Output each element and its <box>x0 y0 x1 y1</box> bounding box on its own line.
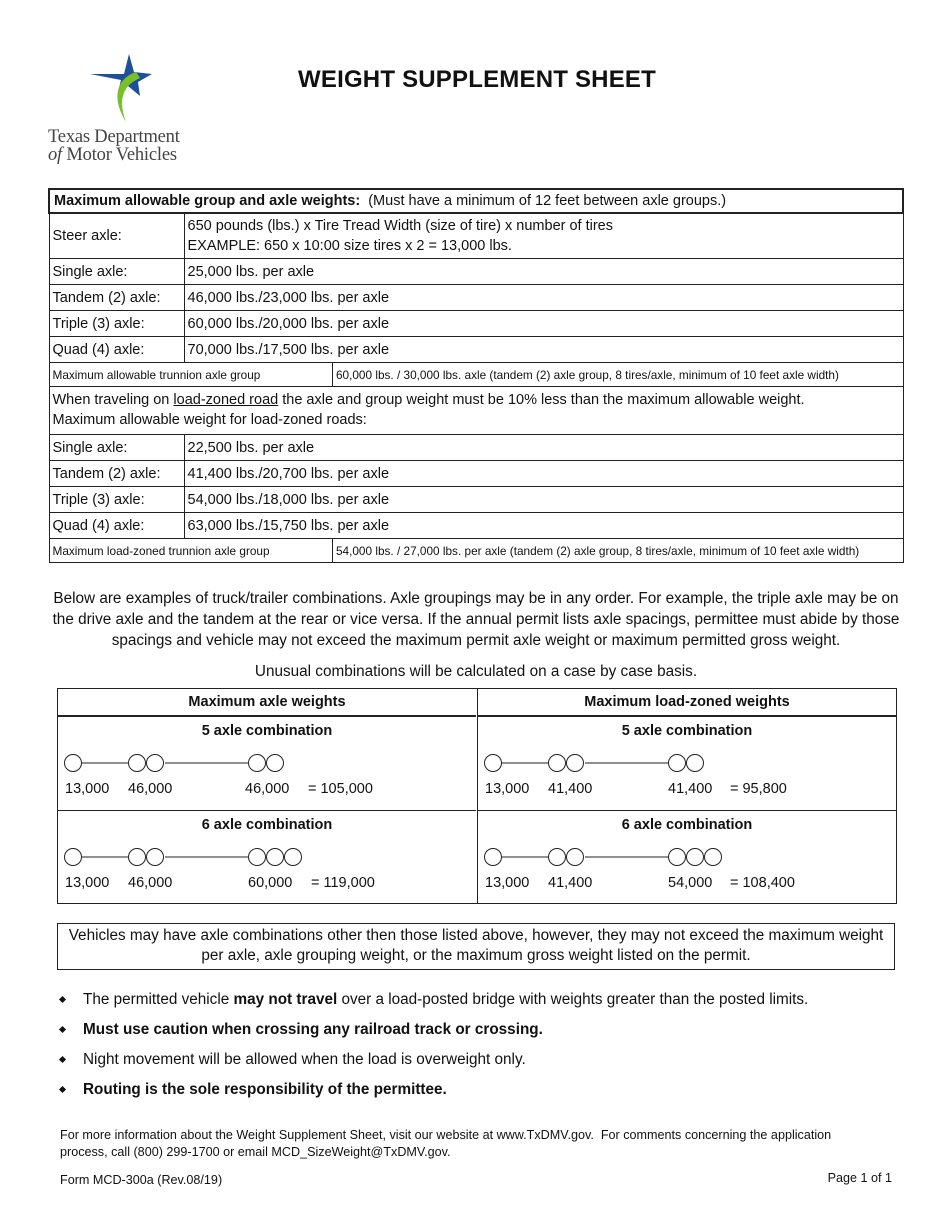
steer-weight: 13,000 <box>65 781 110 797</box>
list-item: Must use caution when crossing any railroad track or crossing. <box>60 1018 808 1048</box>
total-weight: = 119,000 <box>311 875 375 891</box>
steer-weight: 13,000 <box>485 781 530 797</box>
table-row: Quad (4) axle: 70,000 lbs./17,500 lbs. per axle <box>49 337 903 363</box>
logo-line2-rest: Motor Vehicles <box>62 145 177 165</box>
five-axle-diagram-icon <box>64 753 294 773</box>
table-header-row <box>49 189 903 213</box>
six-axle-section <box>478 811 896 904</box>
load-zoned-intro-row: When traveling on load-zoned road the axle and group weight must be 10% less than the maximum allowable weight. Maximum allowable weight for load-zoned roads: <box>49 387 903 435</box>
combination-note-box: Vehicles may have axle combinations other then those listed above, however, they may not exceed the maximum weight per axle, axle grouping weight, or the maximum gross weight listed on the permit. <box>57 923 895 970</box>
diamond-bullet-icon <box>59 996 66 1003</box>
lz-trunnion-row <box>49 539 903 563</box>
logo-line1: Texas Department <box>48 127 180 147</box>
trunnion-value: 60,000 lbs. / 30,000 lbs. axle (tandem (2) axle group, 8 tires/axle, minimum of 10 feet axle width) <box>332 363 903 387</box>
total-weight: = 105,000 <box>308 781 373 797</box>
table-row: Tandem (2) axle: 41,400 lbs./20,700 lbs. per axle <box>49 461 903 487</box>
lz-trunnion-value: 54,000 lbs. / 27,000 lbs. per axle (tandem (2) axle group, 8 tires/axle, minimum of 10 feet axle width) <box>332 539 903 563</box>
section-title: 5 axle combination <box>621 723 753 739</box>
diamond-bullet-icon <box>59 1086 66 1093</box>
group-weight: 41,400 <box>548 875 593 891</box>
unusual-note: Unusual combinations will be calculated on a case by case basis. <box>254 663 698 680</box>
steer-weight: 13,000 <box>485 875 530 891</box>
header-bold: Maximum allowable group and axle weights: <box>54 193 361 209</box>
table-row: Triple (3) axle: 60,000 lbs./20,000 lbs. per axle <box>49 311 903 337</box>
table-row: Triple (3) axle: 54,000 lbs./18,000 lbs. per axle <box>49 487 903 513</box>
list-item: Routing is the sole responsibility of the permittee. <box>60 1078 808 1108</box>
steer-formula: 650 pounds (lbs.) x Tire Tread Width (size of tire) x number of tires <box>187 218 613 234</box>
diamond-bullet-icon <box>59 1056 66 1063</box>
section-title: 6 axle combination <box>621 817 753 833</box>
six-axle-diagram-icon <box>484 847 734 867</box>
trunnion-row <box>49 363 903 387</box>
table-row: Tandem (2) axle: 46,000 lbs./23,000 lbs. per axle <box>49 285 903 311</box>
steer-example: EXAMPLE: 650 x 10:00 size tires x 2 = 13,000 lbs. <box>187 238 512 254</box>
max-weights-table <box>48 188 904 563</box>
steer-label: Steer axle: <box>49 213 184 259</box>
group-weight: 46,000 <box>245 781 290 797</box>
table-row: Quad (4) axle: 63,000 lbs./15,750 lbs. per axle <box>49 513 903 539</box>
steer-axle-row <box>49 213 903 259</box>
section-title: 6 axle combination <box>201 817 333 833</box>
column-heading: Maximum axle weights <box>58 689 476 717</box>
six-axle-section <box>58 811 476 904</box>
axle-combinations-table <box>57 688 897 904</box>
rules-list <box>60 988 808 1108</box>
logo-line2-prefix: of <box>48 145 62 165</box>
total-weight: = 95,800 <box>730 781 787 797</box>
group-weight: 54,000 <box>668 875 713 891</box>
group-weight: 41,400 <box>668 781 713 797</box>
trunnion-label: Maximum allowable trunnion axle group <box>49 363 332 387</box>
diamond-bullet-icon <box>59 1026 66 1033</box>
examples-paragraph: Below are examples of truck/trailer combinations. Axle groupings may be in any order. For example, the triple axle may be on the drive axle and the tandem at the rear or vice versa. If the annual permit lists axle spacings, permittee must abide by those spacings and vehicle may not exceed the maximum permit axle weight or maximum permitted gross weight. <box>52 590 900 649</box>
list-item: Night movement will be allowed when the load is overweight only. <box>60 1048 808 1078</box>
section-title: 5 axle combination <box>201 723 333 739</box>
steer-weight: 13,000 <box>65 875 110 891</box>
page-title: WEIGHT SUPPLEMENT SHEET <box>298 66 656 93</box>
load-zoned-subheading: Maximum allowable weight for load-zoned roads: <box>52 412 367 428</box>
max-axle-weights-column <box>58 689 476 903</box>
contact-footer: For more information about the Weight Supplement Sheet, visit our website at www.TxDMV.gov. For comments concerning the application process, call (800) 299-1700 or email MCD_SizeWeight@TxDMV.gov. <box>60 1128 832 1159</box>
five-axle-diagram-icon <box>484 753 714 773</box>
header-note: (Must have a minimum of 12 feet between axle groups.) <box>360 193 727 209</box>
form-id: Form MCD-300a (Rev.08/19) <box>60 1173 223 1187</box>
group-weight: 46,000 <box>128 875 173 891</box>
table-row: Single axle: 25,000 lbs. per axle <box>49 259 903 285</box>
six-axle-diagram-icon <box>64 847 314 867</box>
group-weight: 41,400 <box>548 781 593 797</box>
load-zoned-road-term: load-zoned road <box>173 392 279 408</box>
page-number: Page 1 of 1 <box>827 1171 892 1185</box>
lz-trunnion-label: Maximum load-zoned trunnion axle group <box>49 539 332 563</box>
group-weight: 46,000 <box>128 781 173 797</box>
load-zoned-weights-column <box>477 689 896 903</box>
table-row: Single axle: 22,500 lbs. per axle <box>49 435 903 461</box>
column-heading: Maximum load-zoned weights <box>478 689 896 717</box>
list-item: The permitted vehicle may not travel over a load-posted bridge with weights greater than the posted limits. <box>60 988 808 1018</box>
five-axle-section <box>58 717 476 811</box>
five-axle-section <box>478 717 896 811</box>
total-weight: = 108,400 <box>730 875 795 891</box>
logo-wordmark <box>48 128 180 164</box>
group-weight: 60,000 <box>248 875 293 891</box>
